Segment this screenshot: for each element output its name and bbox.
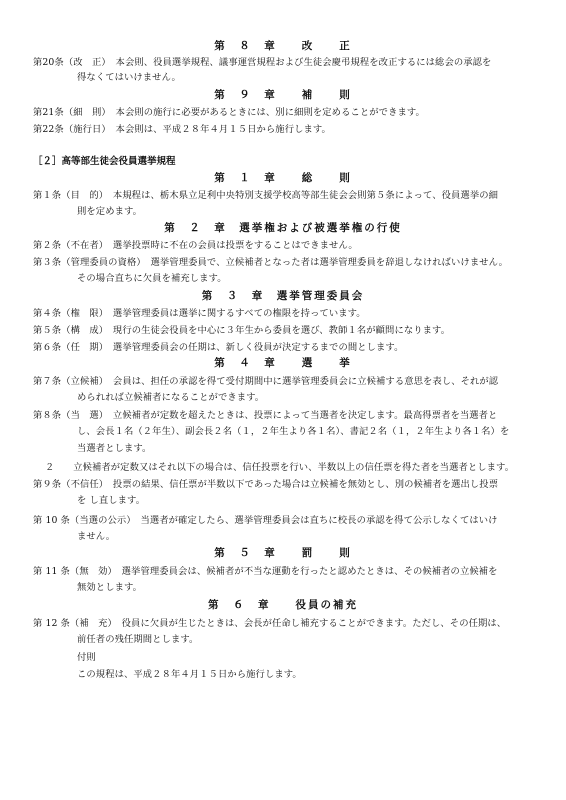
rule-9-line-2: を し直します。: [77, 495, 146, 506]
supplementary-text: この規程は、平成２８年４月１５日から施行します。: [77, 669, 302, 680]
chapter-3-heading: 第 ３ 章 選挙管理委員会: [201, 290, 365, 302]
rule-8-line-3: 当選者とします。: [77, 443, 152, 454]
article-20-line-1: 第20条（改 正） 本会則、役員選挙規程、議事運営規程および生徒会慶弔規程を改正するには総会の承認を: [33, 57, 492, 68]
rule-10-line-2: ません。: [77, 531, 116, 542]
rule-12-line-1: 第 12 条（補 充） 役員に欠員が生じたときは、会長が任命し補充することができます。ただし、その任期は、: [33, 618, 507, 629]
rule-9-line-1: 第９条（不信任） 投票の結果、信任票が半数以下であった場合は立候補を無効とし、別の候補者を選出し投票: [33, 479, 499, 490]
chapter-8-heading: 第 ８ 章 改 正: [214, 40, 352, 52]
rule-8-paragraph-2: ２ 立候補者が定数又はそれ以下の場合は、信任投票を行い、半数以上の信任票を得た者を当選者とします。: [45, 462, 515, 473]
rule-4: 第４条（権 限） 選挙管理委員は選挙に関するすべての権限を持っています。: [33, 308, 366, 319]
rule-10-line-1: 第 10 条（当選の公示） 当選者が確定したら、選挙管理委員会は直ちに校長の承認を得て公示しなくてはいけ: [33, 515, 498, 526]
rule-12-line-2: 前任者の残任期間とします。: [77, 634, 199, 645]
chapter-1-heading: 第 １ 章 総 則: [214, 172, 352, 184]
rule-2: 第２条（不在者） 選挙投票時に不在の会員は投票をすることはできません。: [33, 240, 358, 251]
rule-3-line-1: 第３条（管理委員の資格） 選挙管理委員で、立候補者となった者は選挙管理委員を辞退しなければいけません。: [33, 257, 508, 268]
rule-7-line-1: 第７条（立候補） 会員は、担任の承認を得て受付期間中に選挙管理委員会に立候補する意思を表し、それが認: [33, 376, 499, 387]
rule-11-line-2: 無効とします。: [77, 582, 143, 593]
chapter-4-heading: 第 ４ 章 選 挙: [214, 357, 352, 369]
section-title: ［２］高等部生徒会役員選挙規程: [33, 156, 176, 167]
article-20-line-2: 得なくてはいけません。: [77, 72, 181, 83]
rule-1-line-1: 第１条（目 的） 本規程は、栃木県立足利中央特別支援学校高等部生徒会会則第５条によって、役員選挙の細: [33, 190, 499, 201]
rule-8-line-2: し、会長１名（２年生）、副会長２名（１，２年生より各１名）、書記２名（１，２年生より各１名）を: [77, 426, 510, 437]
chapter-2-heading: 第 ２ 章 選挙権および被選挙権の行使: [164, 222, 402, 234]
article-21: 第21条（細 則） 本会則の施行に必要があるときには、別に細則を定めることができます。: [33, 107, 425, 118]
chapter-9-heading: 第 ９ 章 補 則: [214, 89, 352, 101]
rule-11-line-1: 第 11 条（無 効） 選挙管理委員会は、候補者が不当な運動を行ったと認めたときは、その候補者の立候補を: [33, 566, 498, 577]
chapter-5-heading: 第 ５ 章 罰 則: [214, 547, 352, 559]
rule-6: 第６条（任 期） 選挙管理委員会の任期は、新しく役員が決定するまでの間とします。: [33, 342, 404, 353]
rule-8-line-1: 第８条（当 選） 立候補者が定数を超えたときは、投票によって当選者を決定します。最高得票者を当選者と: [33, 410, 498, 421]
article-22: 第22条（施行日） 本会則は、平成２８年４月１５日から施行します。: [33, 124, 331, 135]
rule-5: 第５条（構 成） 現行の生徒会役員を中心に３年生から委員を選び、教師１名が顧問になります。: [33, 325, 451, 336]
rule-7-line-2: められれば立候補者になることができます。: [77, 392, 265, 403]
rule-3-line-2: その場合直ちに欠員を補充します。: [77, 273, 227, 284]
supplementary-title: 付則: [77, 652, 96, 663]
chapter-6-heading: 第 ６ 章 役員の補充: [208, 599, 358, 611]
rule-1-line-2: 則を定めます。: [77, 206, 143, 217]
